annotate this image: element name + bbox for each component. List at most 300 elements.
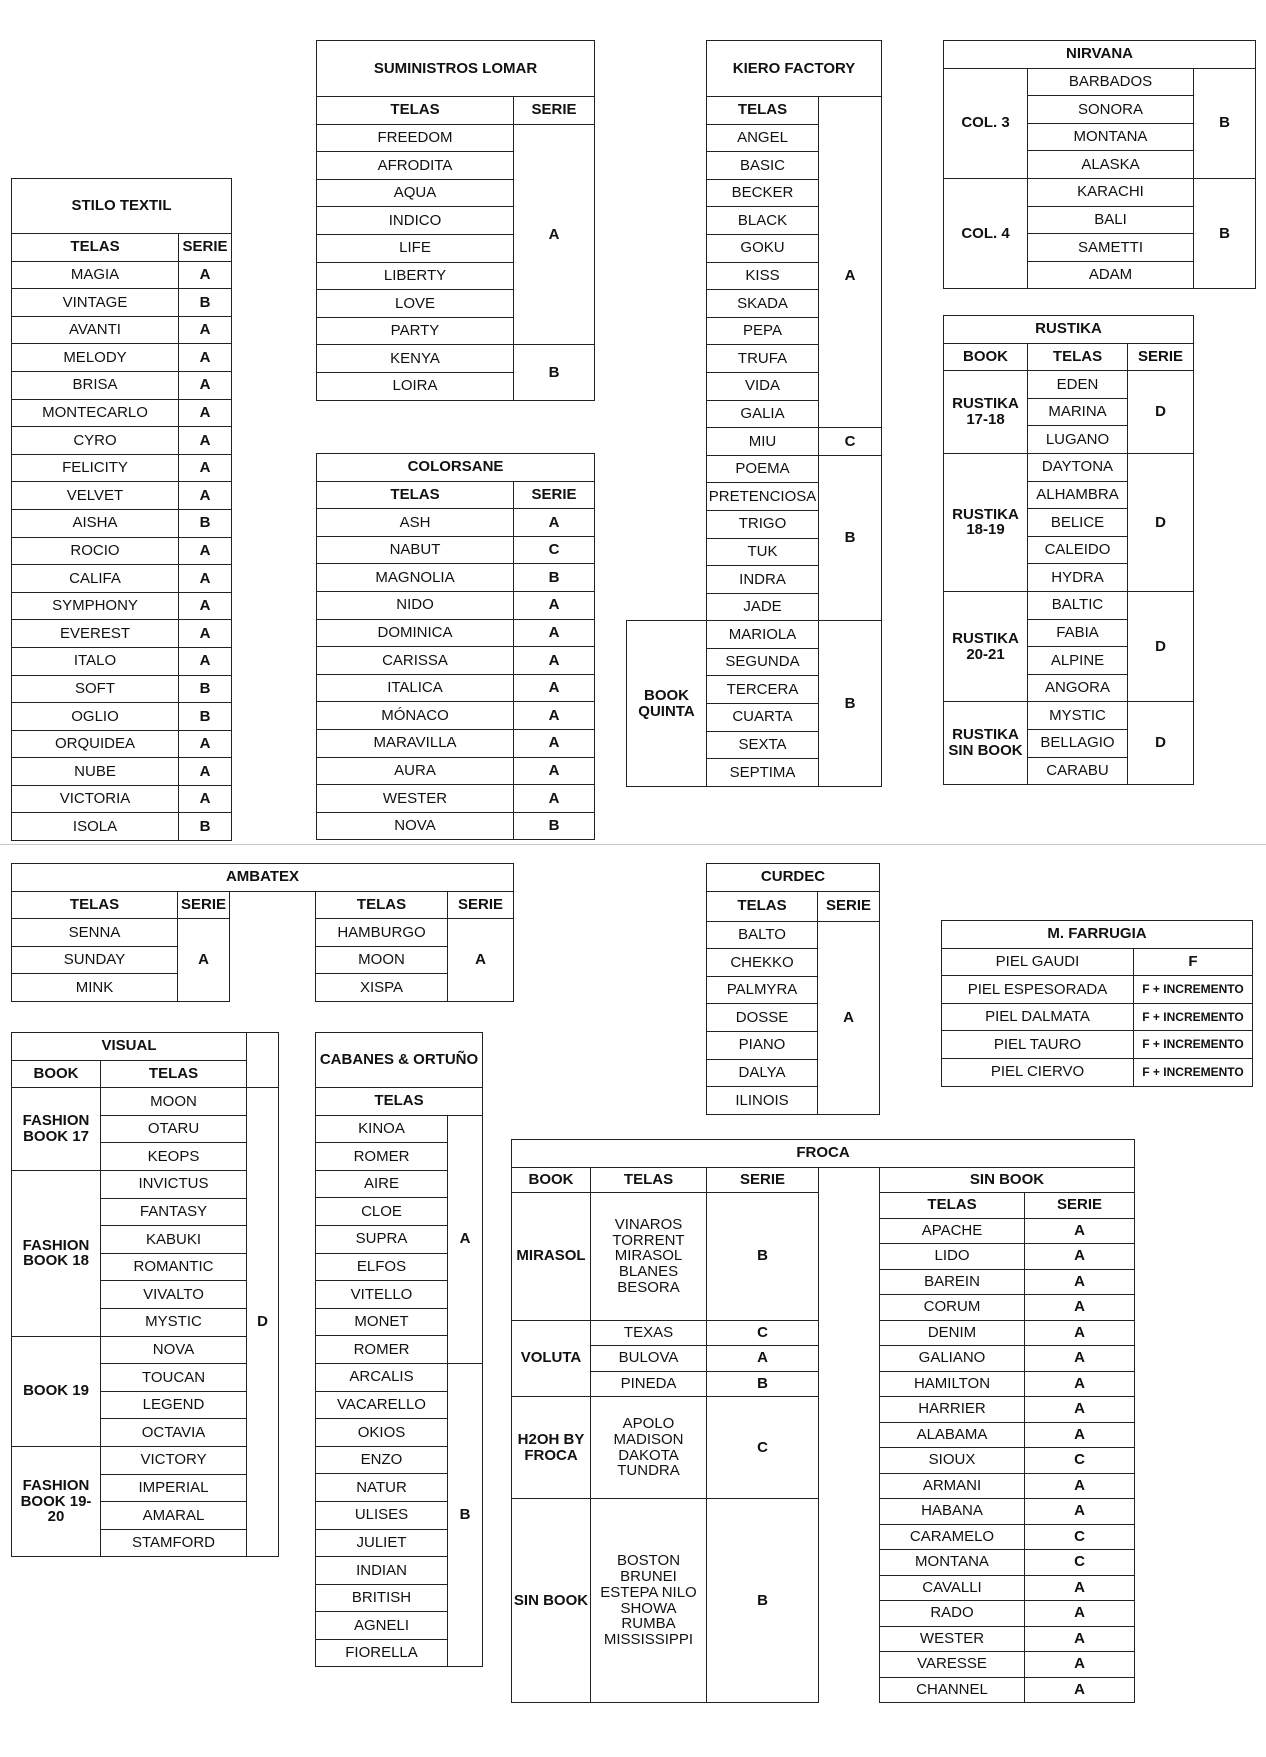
empty-cell: [627, 538, 707, 566]
serie-cell: A: [1025, 1652, 1135, 1678]
serie-cell: B: [707, 1193, 819, 1321]
tela-cell: HAMILTON: [880, 1371, 1025, 1397]
tela-cell: CHEKKO: [707, 949, 818, 977]
tela-cell: EVEREST: [12, 620, 179, 648]
telas-list-cell: APOLO MADISON DAKOTA TUNDRA: [591, 1397, 707, 1499]
tela-cell: WESTER: [317, 785, 514, 813]
empty-cell: [819, 1397, 880, 1423]
tela-cell: ROMER: [316, 1336, 448, 1364]
colorsane-table: [316, 453, 595, 840]
table-row: [317, 647, 595, 675]
book-cell: VOLUTA: [512, 1320, 591, 1397]
empty-cell: [230, 946, 316, 974]
book-cell: FASHION BOOK 18: [12, 1170, 101, 1336]
empty-cell: [819, 1626, 880, 1652]
serie-cell: A: [179, 371, 232, 399]
kiero-factory-table: [626, 40, 882, 787]
tela-cell: ITALICA: [317, 674, 514, 702]
tela-cell: BLACK: [707, 207, 819, 235]
empty-cell: [627, 566, 707, 594]
serie-cell: F + INCREMENTO: [1134, 1058, 1253, 1086]
table-row: [316, 1115, 483, 1143]
empty-cell: [627, 124, 707, 152]
tela-cell: INDRA: [707, 566, 819, 594]
serie-cell: A: [179, 427, 232, 455]
tela-cell: CALEIDO: [1028, 536, 1128, 564]
table-row: [12, 371, 232, 399]
table-row: [942, 1058, 1253, 1086]
tela-cell: SEPTIMA: [707, 759, 819, 787]
header-book: BOOK: [12, 1060, 101, 1088]
tela-cell: CHANNEL: [880, 1677, 1025, 1703]
serie-cell: A: [179, 537, 232, 565]
table-row: [12, 891, 514, 919]
header-serie: SERIE: [707, 1167, 819, 1193]
table-row: [944, 453, 1194, 481]
tela-cell: JULIET: [316, 1529, 448, 1557]
tela-cell: FIORELLA: [316, 1639, 448, 1667]
serie-cell: B: [819, 621, 882, 787]
serie-cell: A: [179, 592, 232, 620]
table-row: [12, 344, 232, 372]
table-row: [317, 536, 595, 564]
tela-cell: FREEDOM: [317, 124, 514, 152]
serie-cell: B: [179, 813, 232, 841]
table-row: [12, 620, 232, 648]
tela-cell: ARCALIS: [316, 1363, 448, 1391]
tela-cell: DOSSE: [707, 1004, 818, 1032]
serie-cell: A: [179, 730, 232, 758]
tela-cell: OCTAVIA: [101, 1419, 247, 1447]
table-row: [317, 785, 595, 813]
froca-table: [511, 1139, 1135, 1703]
tela-cell: GALIA: [707, 400, 819, 428]
serie-cell: A: [514, 757, 595, 785]
tela-cell: BALTIC: [1028, 591, 1128, 619]
serie-cell: D: [247, 1088, 279, 1557]
empty-cell: [819, 1244, 880, 1270]
book-cell: RUSTIKA 18-19: [944, 453, 1028, 591]
tela-cell: AGNELI: [316, 1612, 448, 1640]
empty-cell: [627, 317, 707, 345]
table-row: [942, 976, 1253, 1004]
col-cell: COL. 4: [944, 178, 1028, 288]
tela-cell: AFRODITA: [317, 152, 514, 180]
table-row: [12, 482, 232, 510]
table-row: [942, 948, 1253, 976]
table-row: [12, 537, 232, 565]
empty-cell: [627, 428, 707, 456]
table-row: [627, 621, 882, 649]
empty-cell: [819, 1550, 880, 1576]
empty-cell: [819, 1167, 880, 1193]
tela-cell: PIEL TAURO: [942, 1031, 1134, 1059]
serie-cell: A: [1025, 1677, 1135, 1703]
tela-cell: MOON: [101, 1088, 247, 1116]
tela-cell: MINK: [12, 974, 178, 1002]
tela-cell: HABANA: [880, 1499, 1025, 1525]
serie-cell: A: [514, 729, 595, 757]
empty-cell: [819, 1320, 880, 1346]
serie-header-cell: [819, 97, 882, 125]
tela-cell: BARBADOS: [1028, 68, 1194, 96]
tela-cell: EDEN: [1028, 371, 1128, 399]
telas-list-cell: BOSTON BRUNEI ESTEPA NILO SHOWA RUMBA MISSISSIPPI: [591, 1499, 707, 1703]
tela-cell: KISS: [707, 262, 819, 290]
serie-cell: D: [1128, 702, 1194, 785]
tela-cell: SUPRA: [316, 1225, 448, 1253]
serie-cell: A: [1025, 1218, 1135, 1244]
table-row: [12, 454, 232, 482]
tela-cell: MONET: [316, 1308, 448, 1336]
tela-cell: SEXTA: [707, 731, 819, 759]
tela-cell: ALASKA: [1028, 151, 1194, 179]
empty-cell: [819, 1218, 880, 1244]
tela-cell: MARAVILLA: [317, 729, 514, 757]
empty-cell: [819, 1524, 880, 1550]
table-row: [512, 1167, 1135, 1193]
table-row: [12, 1088, 279, 1116]
tela-cell: ROMER: [316, 1143, 448, 1171]
tela-cell: ALABAMA: [880, 1422, 1025, 1448]
table-row: [512, 1397, 1135, 1423]
table-row: [627, 97, 882, 125]
table-row: [512, 1499, 1135, 1525]
serie-cell: A: [179, 758, 232, 786]
empty-cell: [627, 262, 707, 290]
table-row: [944, 178, 1256, 206]
serie-cell: A: [1025, 1422, 1135, 1448]
visual-table: [11, 1032, 279, 1557]
serie-cell: C: [1025, 1448, 1135, 1474]
table-row: [627, 455, 882, 483]
tela-cell: LEGEND: [101, 1391, 247, 1419]
tela-cell: TRUFA: [707, 345, 819, 373]
header-serie: SERIE: [448, 891, 514, 919]
serie-cell: C: [514, 536, 595, 564]
tela-cell: NIDO: [317, 591, 514, 619]
header-telas: TELAS: [707, 891, 818, 921]
tela-cell: ALHAMBRA: [1028, 481, 1128, 509]
tela-cell: KABUKI: [101, 1226, 247, 1254]
empty-cell: [627, 179, 707, 207]
serie-cell: A: [1025, 1244, 1135, 1270]
tela-cell: PALMYRA: [707, 976, 818, 1004]
serie-cell: B: [179, 703, 232, 731]
tela-cell: SEGUNDA: [707, 648, 819, 676]
serie-cell: F: [1134, 948, 1253, 976]
sin-book-title: SIN BOOK: [880, 1167, 1135, 1193]
table-row: [12, 758, 232, 786]
table-row: [317, 757, 595, 785]
serie-cell: A: [179, 647, 232, 675]
tela-cell: ORQUIDEA: [12, 730, 179, 758]
serie-cell: B: [514, 564, 595, 592]
nirvana-table: [943, 40, 1256, 289]
table-row: [12, 703, 232, 731]
tela-cell: KARACHI: [1028, 178, 1194, 206]
table-row: [12, 1336, 279, 1364]
table-row: [317, 564, 595, 592]
m-farrugia-table: [941, 920, 1253, 1087]
serie-cell: A: [1025, 1269, 1135, 1295]
tela-cell: NABUT: [317, 536, 514, 564]
serie-cell: B: [514, 812, 595, 840]
tela-cell: MÓNACO: [317, 702, 514, 730]
tela-cell: DALYA: [707, 1059, 818, 1087]
tela-cell: TUK: [707, 538, 819, 566]
serie-cell: A: [179, 316, 232, 344]
tela-cell: MIU: [707, 428, 819, 456]
serie-cell: A: [1025, 1346, 1135, 1372]
tela-cell: AIRE: [316, 1170, 448, 1198]
tela-cell: NATUR: [316, 1474, 448, 1502]
header-telas: TELAS: [1028, 343, 1128, 371]
table-row: [12, 647, 232, 675]
serie-cell: B: [1194, 178, 1256, 288]
tela-cell: VELVET: [12, 482, 179, 510]
tela-cell: ULISES: [316, 1501, 448, 1529]
m-farrugia-title: M. FARRUGIA: [942, 921, 1253, 949]
tela-cell: SUNDAY: [12, 946, 178, 974]
tela-cell: KINOA: [316, 1115, 448, 1143]
table-row: [12, 592, 232, 620]
tela-cell: VARESSE: [880, 1652, 1025, 1678]
serie-cell: B: [514, 345, 595, 400]
table-row: [12, 974, 514, 1002]
serie-cell: D: [1128, 371, 1194, 454]
suministros-lomar-table: [316, 40, 595, 401]
tela-cell: APACHE: [880, 1218, 1025, 1244]
serie-cell: A: [179, 399, 232, 427]
curdec-table: [706, 863, 880, 1115]
tela-cell: FELICITY: [12, 454, 179, 482]
table-row: [944, 371, 1194, 399]
book-cell: BOOK 19: [12, 1336, 101, 1446]
empty-cell: [627, 510, 707, 538]
table-row: [317, 619, 595, 647]
tela-cell: SYMPHONY: [12, 592, 179, 620]
empty-cell: [819, 1193, 880, 1219]
table-row: [12, 509, 232, 537]
table-row: [512, 1193, 1135, 1219]
empty-cell: [627, 290, 707, 318]
tela-cell: ADAM: [1028, 261, 1194, 289]
serie-cell: A: [1025, 1626, 1135, 1652]
tela-cell: SIOUX: [880, 1448, 1025, 1474]
serie-cell: A: [514, 591, 595, 619]
tela-cell: BRITISH: [316, 1584, 448, 1612]
table-row: [12, 946, 514, 974]
header-telas: TELAS: [101, 1060, 247, 1088]
tela-cell: OKIOS: [316, 1419, 448, 1447]
tela-cell: FANTASY: [101, 1198, 247, 1226]
tela-cell: ARMANI: [880, 1473, 1025, 1499]
serie-cell: B: [707, 1499, 819, 1703]
table-row: [12, 1446, 279, 1474]
serie-cell: B: [179, 675, 232, 703]
table-row: [12, 399, 232, 427]
tela-cell: TRIGO: [707, 510, 819, 538]
table-row: [317, 345, 595, 373]
serie-cell: A: [819, 124, 882, 428]
tela-cell: AMARAL: [101, 1502, 247, 1530]
tela-cell: VIVALTO: [101, 1281, 247, 1309]
tela-cell: PINEDA: [591, 1371, 707, 1397]
table-row: [317, 729, 595, 757]
tela-cell: CALIFA: [12, 565, 179, 593]
tela-cell: INDICO: [317, 207, 514, 235]
table-row: [12, 427, 232, 455]
tela-cell: SOFT: [12, 675, 179, 703]
empty-cell: [230, 891, 316, 919]
serie-cell: A: [514, 619, 595, 647]
header-telas: TELAS: [880, 1193, 1025, 1219]
table-row: [944, 68, 1256, 96]
serie-cell: D: [1128, 591, 1194, 701]
tela-cell: ASH: [317, 509, 514, 537]
tela-cell: LIBERTY: [317, 262, 514, 290]
tela-cell: AVANTI: [12, 316, 179, 344]
table-row: [316, 1363, 483, 1391]
tela-cell: BALI: [1028, 206, 1194, 234]
serie-cell: A: [514, 785, 595, 813]
tela-cell: CYRO: [12, 427, 179, 455]
tela-cell: ANGORA: [1028, 674, 1128, 702]
table-row: [12, 316, 232, 344]
serie-cell: A: [1025, 1473, 1135, 1499]
book-cell: RUSTIKA 17-18: [944, 371, 1028, 454]
empty-cell: [819, 1601, 880, 1627]
tela-cell: TERCERA: [707, 676, 819, 704]
tela-cell: OTARU: [101, 1115, 247, 1143]
tela-cell: MAGNOLIA: [317, 564, 514, 592]
tela-cell: DOMINICA: [317, 619, 514, 647]
col-cell: COL. 3: [944, 68, 1028, 178]
serie-cell: A: [178, 919, 230, 1002]
visual-title: VISUAL: [12, 1033, 247, 1061]
table-row: [12, 730, 232, 758]
header-book: BOOK: [512, 1167, 591, 1193]
table-row: [12, 565, 232, 593]
tela-cell: PIEL ESPESORADA: [942, 976, 1134, 1004]
empty-cell: [819, 1346, 880, 1372]
tela-cell: TEXAS: [591, 1320, 707, 1346]
tela-cell: ILINOIS: [707, 1087, 818, 1115]
tela-cell: SAMETTI: [1028, 234, 1194, 262]
serie-cell: A: [1025, 1371, 1135, 1397]
serie-cell: A: [707, 1346, 819, 1372]
serie-cell: A: [1025, 1320, 1135, 1346]
tela-cell: MYSTIC: [101, 1308, 247, 1336]
table-row: [12, 785, 232, 813]
tela-cell: PIEL DALMATA: [942, 1003, 1134, 1031]
tela-cell: CLOE: [316, 1198, 448, 1226]
table-row: [317, 509, 595, 537]
tela-cell: ROCIO: [12, 537, 179, 565]
tela-cell: PIEL CIERVO: [942, 1058, 1134, 1086]
tela-cell: MOON: [316, 946, 448, 974]
serie-cell: A: [818, 921, 880, 1114]
table-row: [944, 591, 1194, 619]
tela-cell: PEPA: [707, 317, 819, 345]
serie-cell: C: [707, 1397, 819, 1499]
tela-cell: PRETENCIOSA: [707, 483, 819, 511]
tela-cell: MONTANA: [1028, 123, 1194, 151]
serie-cell: A: [448, 1115, 483, 1363]
table-row: [12, 289, 232, 317]
serie-cell: A: [514, 702, 595, 730]
serie-cell: A: [1025, 1295, 1135, 1321]
tela-cell: MARIOLA: [707, 621, 819, 649]
curdec-title: CURDEC: [707, 864, 880, 892]
tela-cell: HAMBURGO: [316, 919, 448, 947]
tela-cell: ANGEL: [707, 124, 819, 152]
tela-cell: BAREIN: [880, 1269, 1025, 1295]
table-row: [512, 1346, 1135, 1372]
tela-cell: CAVALLI: [880, 1575, 1025, 1601]
serie-cell: A: [179, 344, 232, 372]
tela-cell: NOVA: [101, 1336, 247, 1364]
tela-cell: NOVA: [317, 812, 514, 840]
header-telas: TELAS: [12, 234, 179, 262]
table-row: [317, 124, 595, 152]
empty-cell: [627, 400, 707, 428]
tela-cell: BELLAGIO: [1028, 729, 1128, 757]
serie-cell: B: [179, 289, 232, 317]
header-telas: TELAS: [317, 481, 514, 509]
table-row: [12, 675, 232, 703]
header-serie: SERIE: [1128, 343, 1194, 371]
tela-cell: JADE: [707, 593, 819, 621]
empty-cell: [627, 345, 707, 373]
serie-cell: A: [1025, 1601, 1135, 1627]
header-telas: TELAS: [316, 891, 448, 919]
table-row: [707, 921, 880, 949]
empty-cell: [819, 1473, 880, 1499]
empty-cell: [819, 1652, 880, 1678]
tela-cell: LIDO: [880, 1244, 1025, 1270]
cabanes-ortuno-table: [315, 1032, 483, 1667]
tela-cell: LIFE: [317, 234, 514, 262]
serie-cell: F + INCREMENTO: [1134, 976, 1253, 1004]
tela-cell: VICTORIA: [12, 785, 179, 813]
serie-cell: C: [1025, 1550, 1135, 1576]
tela-cell: LOVE: [317, 290, 514, 318]
serie-cell: F + INCREMENTO: [1134, 1031, 1253, 1059]
tela-cell: VACARELLO: [316, 1391, 448, 1419]
serie-cell: A: [179, 785, 232, 813]
empty-cell: [819, 1371, 880, 1397]
table-row: [627, 124, 882, 152]
section-divider: [0, 844, 1266, 845]
tela-cell: DENIM: [880, 1320, 1025, 1346]
tela-cell: LUGANO: [1028, 426, 1128, 454]
empty-cell: [819, 1575, 880, 1601]
tela-cell: PIEL GAUDI: [942, 948, 1134, 976]
header-serie: SERIE: [818, 891, 880, 921]
tela-cell: BULOVA: [591, 1346, 707, 1372]
serie-cell: A: [179, 261, 232, 289]
empty-cell: [627, 372, 707, 400]
telas-list-cell: VINAROS TORRENT MIRASOL BLANES BESORA: [591, 1193, 707, 1321]
empty-cell: [627, 207, 707, 235]
header-book: BOOK: [944, 343, 1028, 371]
tela-cell: SENNA: [12, 919, 178, 947]
tela-cell: PARTY: [317, 317, 514, 345]
header-serie: SERIE: [1025, 1193, 1135, 1219]
serie-cell: B: [819, 455, 882, 621]
